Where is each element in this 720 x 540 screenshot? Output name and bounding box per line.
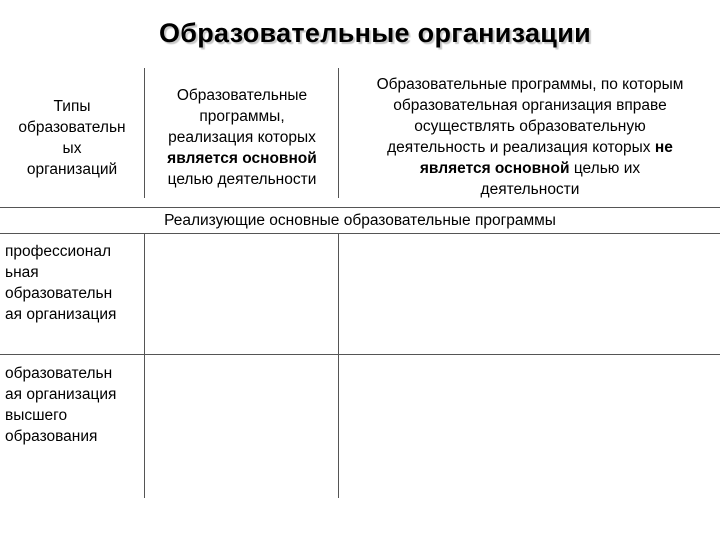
row-label-line: ая организация	[5, 306, 117, 323]
row-label-line: ая организация	[5, 386, 117, 403]
row-label-line: ьная	[5, 264, 39, 281]
header-col2-line: целью деятельности	[167, 171, 317, 188]
header-col3-emphasis: является основной	[419, 160, 570, 177]
row-label-line: образовательн	[5, 285, 113, 302]
section-heading: Реализующие основные образовательные программы	[164, 212, 556, 229]
row-label-line: образования	[5, 428, 98, 445]
header-col2-line: программы,	[199, 108, 285, 125]
header-divider-1	[144, 68, 145, 198]
section-bottom-border	[0, 233, 720, 234]
header-divider-2	[338, 68, 339, 198]
row-label-line: образовательн	[5, 365, 113, 382]
header-col1-line: организаций	[26, 161, 118, 178]
header-bottom-border	[0, 207, 720, 208]
header-col1-line: Типы	[53, 98, 91, 115]
header-col2-bold-line	[146, 148, 338, 169]
header-col3-line: Образовательные программы, по которым	[376, 76, 684, 93]
header-col1-line: образовательн	[18, 119, 126, 136]
header-col3-emphasis: не	[654, 139, 673, 156]
header-col2-line: Образовательные	[176, 87, 308, 104]
row-label-line: профессионал	[5, 243, 112, 260]
header-col3-text: целью их	[569, 160, 641, 177]
row-higher-education-organization	[5, 363, 143, 447]
header-additional-programs	[340, 74, 720, 200]
header-col3-line	[340, 137, 720, 158]
row-label-line: высшего	[5, 407, 68, 424]
header-col1-line: ых	[62, 140, 82, 157]
header-col3-line: деятельности	[480, 181, 580, 198]
header-types-of-organizations	[0, 96, 144, 180]
page-title: Образовательные организации	[158, 18, 592, 48]
header-col2-emphasis: является основной	[167, 150, 317, 167]
row-divider	[0, 354, 720, 355]
header-col3-text: деятельность и реализация которых	[387, 139, 655, 156]
row-professional-organization	[5, 241, 143, 325]
body-divider-1	[144, 233, 145, 498]
body-divider-2	[338, 233, 339, 498]
header-main-programs	[146, 85, 338, 190]
header-col3-line	[340, 158, 720, 179]
header-col3-line: образовательная организация вправе	[393, 97, 667, 114]
header-col3-line: осуществлять образовательную	[414, 118, 646, 135]
header-col2-line: реализация которых	[168, 129, 316, 146]
